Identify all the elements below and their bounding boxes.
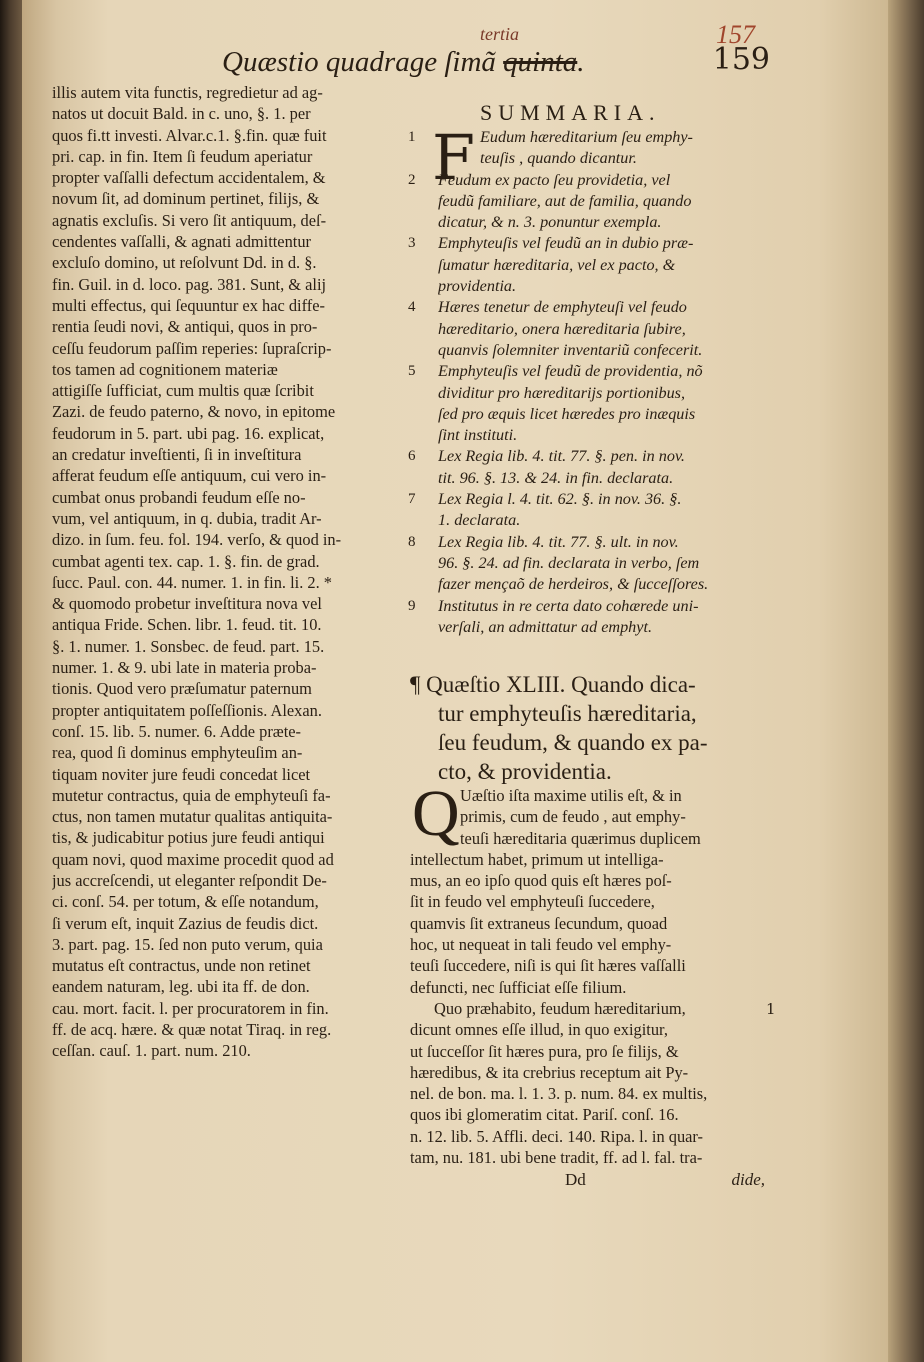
question-heading — [410, 670, 780, 788]
text-line: jus accreſcendi, ut eleganter reſpondit De- — [52, 870, 327, 890]
text-line: rentia ſeudi novi, & antiqui, quos in pro- — [52, 317, 318, 337]
summaria-item-line: Feudum ex pacto ſeu providetia, vel — [438, 170, 671, 189]
text-line: illis autem vita functis, regredietur ad ag- — [52, 83, 323, 102]
summaria-item — [408, 446, 768, 489]
text-line: primis, cum de feudo , aut emphy- — [460, 807, 686, 827]
text-line: attigiſſe ſufficiat, cum multis quæ ſcribit — [52, 381, 314, 401]
text-line: mutetur contractus, quia de emphyteuſi fa- — [52, 785, 331, 805]
summaria-item-number: 2 — [408, 171, 416, 188]
text-line: conſ. 15. lib. 5. numer. 6. Adde præte- — [52, 721, 302, 741]
summaria-item-line: teuſis , quando dicantur. — [480, 149, 637, 168]
text-line: quamvis ſit extraneus ſecundum, quoad — [410, 913, 668, 933]
text-line: ceſſan. cauſ. 1. part. num. 210. — [52, 1041, 251, 1061]
text-line: rea, quod ſi dominus emphyteuſim an- — [52, 743, 303, 763]
text-line: quos ibi glomeratim citat. Pariſ. conſ. 16. — [410, 1105, 679, 1125]
text-line: eandem naturam, leg. ubi ita ff. de don. — [52, 977, 310, 997]
text-line: ſit in feudo vel emphyteuſi ſuccedere, — [410, 892, 655, 912]
summaria-item-line: quanvis ſolemniter inventariũ confecerit. — [438, 340, 703, 359]
text-line: novum ſit, ad dominum pertinet, filijs, & — [52, 189, 320, 209]
summaria-item-line: Institutus in re certa dato cohærede uni- — [438, 596, 699, 615]
summaria-item-line: Lex Regia lib. 4. tit. 77. §. pen. in nov. — [438, 447, 685, 466]
text-line: antiqua Fride. Schen. libr. 1. feud. tit. 10. — [52, 615, 322, 635]
summaria-item-number: 3 — [408, 235, 416, 252]
text-line: agnatis excluſis. Si vero ſit antiquum, deſ- — [52, 210, 327, 230]
text-line: feudorum in 5. part. ubi pag. 16. explicat, — [52, 423, 325, 443]
text-line: tos tamen ad cognitionem materiæ — [52, 359, 278, 379]
text-line: propter antiquitatem poſſeſſionis. Alexan. — [52, 700, 322, 720]
text-line: §. 1. numer. 1. Sonsbec. de feud. part. 15. — [52, 636, 325, 656]
text-line: fin. Guil. in d. loco. pag. 381. Sunt, & alij — [52, 274, 327, 294]
text-line: nel. de bon. ma. l. 1. 3. p. num. 84. ex multis, — [410, 1084, 708, 1104]
text-line: 3. part. pag. 15. ſed non puto verum, quia — [52, 934, 323, 954]
text-line: dicunt omnes eſſe illud, in quo exigitur, — [410, 1020, 668, 1040]
text-line: an credatur inveſtienti, ſi in inveſtitura — [52, 445, 302, 465]
text-line: mus, an eo ipſo quod quis eſt hæres poſ- — [410, 871, 672, 891]
text-line: ci. conſ. 54. per totum, & eſſe notandum, — [52, 892, 319, 912]
text-line: n. 12. lib. 5. Affli. deci. 140. Ripa. l. in quar- — [410, 1126, 703, 1146]
text-line: pri. cap. in fin. Item ſi feudum aperiatur — [52, 146, 313, 166]
summaria-item-line: Emphyteuſis vel feudũ an in dubio præ- — [438, 234, 694, 253]
summaria-item-line: 1. declarata. — [438, 511, 521, 530]
text-line: cumbat onus probandi feudum eſſe no- — [52, 487, 306, 507]
catchword: dide, — [731, 1170, 765, 1189]
page-number: 159 — [712, 42, 770, 77]
question-heading-line: tur emphyteuſis hæreditaria, — [438, 701, 697, 726]
summaria-item-line: 96. §. 24. ad fin. declarata in verbo, ſem — [438, 553, 700, 572]
summaria-item-line: ſed pro æquis licet hæredes pro inæquis — [438, 404, 696, 423]
summaria-item-line: Lex Regia l. 4. tit. 62. §. in nov. 36. §. — [438, 490, 682, 509]
page-edge-right — [888, 0, 924, 1362]
summaria-item-number: 8 — [408, 533, 416, 550]
text-line: & quomodo probetur inveſtitura nova vel — [52, 594, 322, 614]
text-line: mutatus eſt contractus, unde non retinet — [52, 956, 311, 976]
summaria-item-line: tit. 96. §. 13. & 24. in fin. declarata. — [438, 468, 674, 487]
summaria-item-line: hæreditario, onera hæreditaria ſubire, — [438, 319, 686, 338]
show-through-text — [110, 1092, 410, 1172]
summaria-heading: SUMMARIA. — [480, 100, 661, 125]
text-line: teuſi hæreditaria quærimus duplicem — [460, 828, 701, 848]
book-gutter-left — [0, 0, 22, 1362]
text-line: Uæſtio iſta maxime utilis eſt, & in — [460, 786, 682, 805]
right-column-text — [410, 777, 770, 1185]
handwritten-correction: tertia — [480, 24, 519, 44]
running-title: Quæstio quadrage ſimã quinta. — [222, 46, 585, 78]
summaria-item — [408, 127, 768, 170]
text-line: tionis. Quod vero præſumatur paternum — [52, 679, 312, 699]
running-title-text: Quæstio quadrage ſimã — [222, 46, 496, 78]
summaria-item-line: fazer mençaõ de herdeiros, & ſucceſſores. — [438, 575, 709, 594]
summaria-item-number: 7 — [408, 491, 416, 508]
text-line: ctus, non tamen mutatur qualitas antiquita- — [52, 807, 333, 827]
summaria-item-line: Emphyteuſis vel feudũ de providentia, nõ — [438, 362, 703, 381]
summaria-item — [408, 233, 768, 297]
text-line: Quo præhabito, feudum hæreditarium, — [434, 998, 686, 1018]
text-line: defuncti, nec ſufficiat eſſe filium. — [410, 977, 627, 997]
text-line: vum, vel antiquum, in q. dubia, tradit Ar- — [52, 508, 322, 528]
summaria-item-number: 5 — [408, 363, 416, 380]
summaria-item-number: 1 — [408, 129, 416, 145]
summaria-item — [408, 297, 768, 361]
text-line: afferat feudum eſſe antiquum, cui vero in- — [52, 466, 327, 486]
question-heading-line: cto, & providentia. — [438, 759, 612, 784]
summaria-item-line: ſint instituti. — [438, 426, 518, 445]
text-line: hæredibus, & ita crebrius receptum ait Py- — [410, 1062, 689, 1082]
summaria-item-line: verſali, an admittatur ad emphyt. — [438, 617, 653, 636]
summaria-list — [408, 121, 768, 657]
question-heading-line: ſeu feudum, & quando ex pa- — [438, 730, 708, 755]
text-line: multi effectus, qui ſequuntur ex hac diffe- — [52, 295, 325, 315]
summaria-item — [408, 170, 768, 234]
text-line: teuſi ſuccedere, niſi is qui ſit hæres vaſſalli — [410, 956, 686, 976]
text-line: tiquam noviter jure feudi concedat licet — [52, 764, 311, 784]
summaria-item-line: feudũ familiare, aut de familia, quando — [438, 191, 692, 210]
summaria-item — [408, 489, 768, 532]
text-line: ſucc. Paul. con. 44. numer. 1. in fin. li. 2. * — [52, 572, 332, 592]
text-line: Zazi. de feudo paterno, & novo, in epitome — [52, 402, 336, 422]
text-line: tam, nu. 181. ubi bene tradit, ff. ad l. fal. tra- — [410, 1148, 703, 1168]
text-line: excluſo domino, ut reſolvunt Dd. in d. §. — [52, 253, 317, 273]
text-line: ſi verum eſt, inquit Zazius de feudis dict. — [52, 913, 319, 933]
handwritten-page-number: 157 — [716, 20, 755, 49]
summaria-item-line: Lex Regia lib. 4. tit. 77. §. ult. in nov. — [438, 532, 679, 551]
summaria-dropcap: F — [432, 121, 476, 194]
text-line: hoc, ut nequeat in tali feudo vel emphy- — [410, 935, 672, 955]
signature-mark: Dd — [565, 1170, 586, 1189]
struck-word: quinta — [503, 46, 578, 78]
summaria-item-line: Eudum hæreditarium ſeu emphy- — [480, 128, 693, 146]
text-line: ut ſucceſſor ſit hæres pura, pro ſe filijs, & — [410, 1041, 679, 1061]
left-column-text — [52, 82, 392, 1092]
text-line: quam novi, quod maxime procedit quod ad — [52, 849, 334, 869]
question-heading-line: ¶ Quæſtio XLIII. Quando dica- — [410, 672, 696, 697]
summaria-item-line: dividitur pro hæreditarijs portionibus, — [438, 383, 686, 402]
summaria-item-number: 6 — [408, 448, 416, 465]
text-line: intellectum habet, primum ut intelliga- — [410, 849, 664, 869]
text-line: natos ut docuit Bald. in c. uno, §. 1. per — [52, 104, 311, 124]
summaria-item-line: providentia. — [438, 277, 517, 296]
text-line: cumbat agenti tex. cap. 1. §. fin. de grad. — [52, 551, 320, 571]
summaria-item-number: 9 — [408, 597, 416, 614]
summaria-item — [408, 361, 768, 446]
text-line: cau. mort. facit. l. per procuratorem in fin. — [52, 998, 329, 1018]
text-line: quos fi.tt investi. Alvar.c.1. §.fin. quæ fuit — [52, 125, 327, 145]
text-line: propter vaſſalli defectum accidentalem, & — [52, 168, 326, 188]
question-dropcap: Q — [412, 777, 460, 850]
summaria-item — [408, 596, 768, 639]
text-line: numer. 1. & 9. ubi late in materia proba- — [52, 658, 317, 678]
summaria-item-line: dicatur, & n. 3. ponuntur exempla. — [438, 213, 662, 232]
text-line: ff. de acq. hære. & quæ notat Tiraq. in reg. — [52, 1020, 332, 1040]
text-line: ceſſu feudorum paſſim reperies: ſupraſcrip- — [52, 338, 332, 358]
margin-number: 1 — [766, 1000, 776, 1018]
summaria-item — [408, 532, 768, 596]
summaria-item-number: 4 — [408, 299, 416, 316]
text-line: tis, & judicabitur potius jure feudi antiqui — [52, 828, 325, 848]
summaria-item-line: Hæres tenetur de emphyteuſi vel feudo — [438, 298, 687, 317]
text-line: dizo. in ſum. feu. fol. 194. verſo, & quod in- — [52, 530, 342, 550]
text-line: cendentes vaſſalli, & agnati admittentur — [52, 232, 311, 252]
summaria-item-line: ſumatur hæreditaria, vel ex pacto, & — [438, 255, 676, 274]
